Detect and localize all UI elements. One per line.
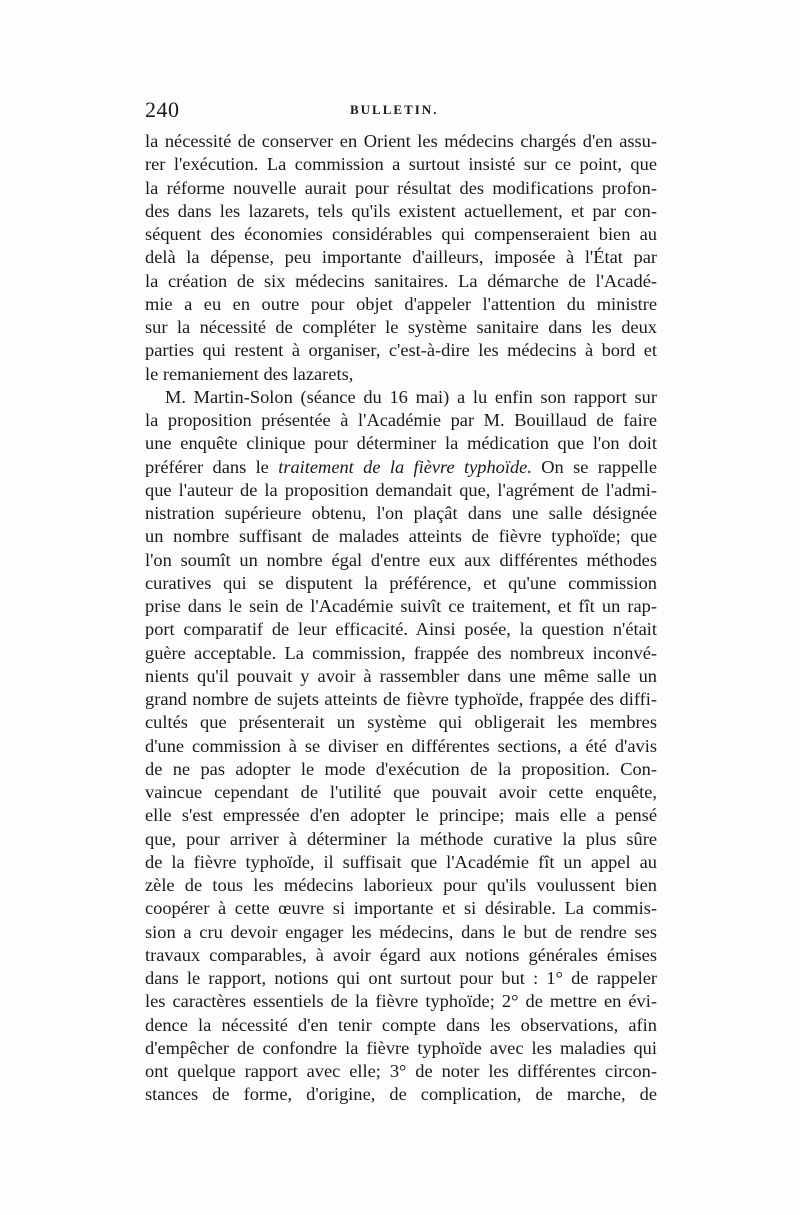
text-line: nistration supérieure obtenu, l'on plaçât dans une salle désignée bbox=[145, 503, 657, 523]
text-line: sur la nécessité de compléter le système sanitaire dans les deux bbox=[145, 317, 657, 337]
line-segment: préférer dans le bbox=[145, 456, 269, 477]
text-line: grand nombre de sujets atteints de fièvre typhoïde, frappée des diffi- bbox=[145, 689, 657, 709]
text-line bbox=[145, 1107, 657, 1130]
text-line: la nécessité de conserver en Orient les médecins chargés d'en assu- bbox=[145, 131, 657, 151]
text-line: parties qui restent à organiser, c'est-à-dire les médecins à bord et bbox=[145, 340, 657, 361]
text-line: vaincue cependant de l'utilité que pouvait avoir cette enquête, bbox=[145, 782, 657, 802]
page-number: 240 bbox=[145, 97, 180, 122]
text-line: que l'auteur de la proposition demandait que, l'agrément de l'admi- bbox=[145, 479, 657, 500]
page-header bbox=[145, 96, 657, 124]
text-line: rer l'exécution. La commission a surtout insisté sur ce point, que bbox=[145, 154, 657, 175]
text-line: prise dans le sein de l'Académie suivît ce traitement, et fît un rap- bbox=[145, 596, 657, 616]
text-line: mie a eu en outre pour objet d'appeler l'attention du ministre bbox=[145, 293, 657, 314]
line-segment: On se rappelle bbox=[541, 456, 657, 477]
text-line-mixed bbox=[145, 456, 657, 479]
text-line: sion a cru devoir engager les médecins, dans le but de rendre ses bbox=[145, 921, 657, 942]
text-line: travaux comparables, à avoir égard aux notions générales émises bbox=[145, 944, 657, 965]
text-line: une enquête clinique pour déterminer la médication que l'on doit bbox=[145, 433, 657, 454]
body-text bbox=[145, 130, 657, 1130]
text-line: ont quelque rapport avec elle; 3° de noter les différentes circon- bbox=[145, 1061, 657, 1081]
text-line: l'on soumît un nombre égal d'entre eux aux différentes méthodes bbox=[145, 549, 657, 570]
text-line: dence la nécessité d'en tenir compte dans les observations, afin bbox=[145, 1014, 657, 1035]
text-line: séquent des économies considérables qui compenseraient bien au bbox=[145, 224, 657, 244]
text-line: coopérer à cette œuvre si importante et si désirable. La commis- bbox=[145, 898, 657, 919]
text-line: cultés que présenterait un système qui obligerait les membres bbox=[145, 712, 657, 733]
text-line: nients qu'il pouvait y avoir à rassembler dans une même salle un bbox=[145, 665, 657, 686]
text-line: de la fièvre typhoïde, il suffisait que l'Académie fît un appel au bbox=[145, 851, 657, 872]
text-line: les caractères essentiels de la fièvre typhoïde; 2° de mettre en évi- bbox=[145, 991, 657, 1012]
running-title: BULLETIN. bbox=[350, 102, 439, 117]
text-line: d'empêcher de confondre la fièvre typhoïde avec les maladies qui bbox=[145, 1037, 657, 1058]
text-line: curatives qui se disputent la préférence, et qu'une commission bbox=[145, 572, 657, 593]
text-line: que, pour arriver à déterminer la méthode curative la plus sûre bbox=[145, 828, 657, 849]
text-line: stances de forme, d'origine, de complication, de marche, de bbox=[145, 1084, 657, 1105]
text-line: port comparatif de leur efficacité. Ainsi posée, la question n'était bbox=[145, 619, 657, 640]
text-line: zèle de tous les médecins laborieux pour qu'ils voulussent bien bbox=[145, 875, 657, 895]
text-line: de ne pas adopter le mode d'exécution de la proposition. Con- bbox=[145, 758, 657, 779]
text-line: la proposition présentée à l'Académie par M. Bouillaud de faire bbox=[145, 410, 657, 430]
text-line: dans le rapport, notions qui ont surtout pour but : 1° de rappeler bbox=[145, 968, 657, 988]
text-line: la création de six médecins sanitaires. La démarche de l'Acadé- bbox=[145, 270, 657, 291]
text-line: des dans les lazarets, tels qu'ils existent actuellement, et par con- bbox=[145, 200, 657, 221]
text-line: un nombre suffisant de malades atteints de fièvre typhoïde; que bbox=[145, 526, 657, 547]
text-line: la réforme nouvelle aurait pour résultat des modifications profon- bbox=[145, 177, 657, 198]
text-line: d'une commission à se diviser en différentes sections, a été d'avis bbox=[145, 735, 657, 756]
paragraph-start-line: M. Martin-Solon (séance du 16 mai) a lu enfin son rapport sur bbox=[165, 386, 657, 407]
text-line: guère acceptable. La commission, frappée des nombreux inconvé- bbox=[145, 642, 657, 663]
text-line: le remaniement des lazarets, bbox=[145, 363, 354, 384]
text-line: delà la dépense, peu importante d'ailleurs, imposée à l'État par bbox=[145, 247, 657, 268]
text-line: elle s'est empressée d'en adopter le principe; mais elle a pensé bbox=[145, 805, 657, 826]
italic-title: traitement de la fièvre typhoïde. bbox=[278, 456, 532, 477]
